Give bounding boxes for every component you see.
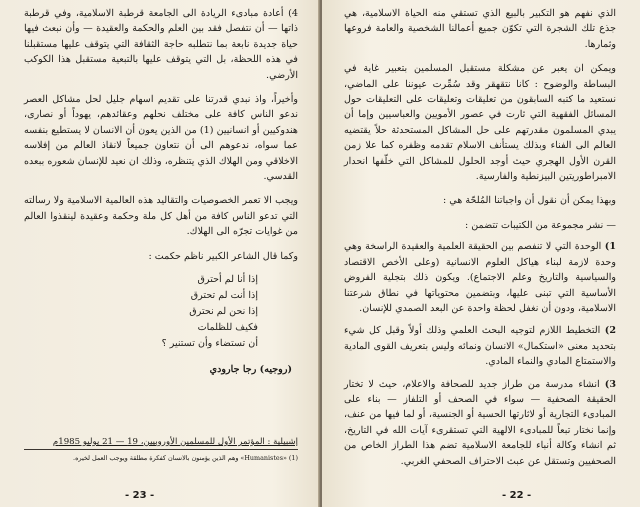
list-item-number: 1) <box>604 241 616 253</box>
poem-line: إذا أنا لم أحترق <box>197 274 258 286</box>
page-number: - 22 - <box>502 490 532 501</box>
list-item-text: التخطيط اللازم لتوجيه البحث العلمي وذلك أولاً وقبل كل شيء بتحديد معنى «استكمال» الانسان ونمائه وليس بتعريف القوى المادية والاستمتاع المادي والنماء المادي. <box>344 325 616 368</box>
list-item-number: 2) <box>604 325 616 337</box>
footnotes <box>24 436 298 463</box>
paragraph: الذي نفهم هو التكبير بالبيع الذي تستقي منه الحياة الاسلامية، هي جذع تلك الشجرة التي تكوّن جميع أعمالنا الشخصية والعامة فروعها وثمارها. <box>344 8 616 50</box>
page-number: - 23 - <box>125 490 155 501</box>
list-item <box>344 239 616 316</box>
paragraph: وأخيراً، واذ نبدي قدرتنا على تقديم اسهام جليل لحل مشاكل العصر ندعو الناس كافة على مختلف نحلهم وعقائدهم، يهوداً أو نصارى، هندوكيين أو انسانيين (1) من الذين يعون أن الانسان لا يستطيع بنفسه عما سواه، ندعوهم الى أن نتعاون جميعاً لانقاذ العالم من إفلاسه الاخلاقي ومن الهلاك الذي يتنظره، وذلك ان نعيد للإنسان شعوره ببعده القدسي. <box>24 94 298 183</box>
list-heading: — نشر مجموعة من الكتيبات تتضمن : <box>464 219 616 231</box>
footnote-divider <box>24 449 298 450</box>
poem-line: فكيف للظلمات <box>197 322 258 334</box>
list-item <box>344 377 616 469</box>
author-signature: (روجيه) رجا جارودي <box>209 364 292 376</box>
right-page <box>322 0 640 507</box>
paragraph: وبهذا يمكن أن نقول أن واجباتنا المُلحّة هي : <box>443 195 616 207</box>
paragraph: ويمكن ان يعبر عن مشكلة مستقبل المسلمين بتعبير غاية في البساطة والوضوح : كانا نتقهقر وقد سُمِّرت عيوننا على الماضي، نستعيد ما كتبه السابقون من تعليقات وتعليقات على التعليقات حول المسائل الفقهية التي ثارت في عصور الأمويين والعباسيين وإما أن يبدي المسلمون مقدرتهم على حل المشاكل المستحدثة حلاً يقتضيه العالم الى الفناء وبذلك يستأنف الاسلام تقدمه وظفره كما علا زمن القرن الأول الهجري حيث أوجد الحلول للمشاكل التي خلّفها انحدار الامبراطوريتين البيزنطية والفارسية. <box>344 63 616 183</box>
list-item <box>344 323 616 369</box>
list-item-text: انشاء مدرسة من طراز جديد للصحافة والاعلام، حيث لا تختار الحقيقة الصحفية — سواء في الصحف أو التلفاز — بناء على المبادىء التجارية أو لاثارتها الحسية أو الجنسية، أو لما فيها من عنف، وإنما نختار تبعاً للمبادىء الالهية التي تستقرىء آيات الله في التاريخ، ثم انشاء وكالة أنباء للجامعة الاسلامية تضم هذا الطراز الخاص من الصحفيين وتستقل عن عبث الاحتراف الصحفي الغربي. <box>344 378 616 467</box>
poem-line: إذا نحن لم نحترق <box>189 306 258 318</box>
left-page-body <box>24 6 298 378</box>
poem-line: أن تستضاء وأن تستنير ؟ <box>161 338 258 350</box>
paragraph: ويجب الا تعمر الخصوصيات والتقاليد هذه العالمية الاسلامية ولا رسالته التي تدعو الناس كافة من أهل كل ملة وحكمة وعقيدة لينقذوا العالم من غوايات تجرّه الى الهلاك. <box>24 195 298 238</box>
poem-line: إذا أنت لم تحترق <box>190 290 258 302</box>
list-item-number: 3) <box>604 378 616 390</box>
footnote-humanistes: (1) «Humanistes» وهم الذين يؤمنون بالانسان كفكرة مطلقة ويوجب العمل لخيره. <box>73 454 298 462</box>
paragraph: 4) أعادة مبادىء الريادة الى الجامعة قرطبة الاسلامية، وفي قرطبة ذاتها — أن نتفصل فقد بين العلم والحكمة والعقيدة — وأن نبعث فيها حياة جديدة نابعة بما نتطلبه حاجة الثقافة التي يتوقف عليها مستقبلنا في هذه اللحظة، بل التي يتوقف عليها بالتبعية مستقبل هذا الكوكب الأرضي. <box>24 8 298 81</box>
poem <box>24 272 258 352</box>
right-page-body <box>344 6 616 476</box>
footnote-source: إشبيلية : المؤتمر الأول للمسلمين الأوروبيين، 19 — 21 يوليو 1985م <box>52 437 298 447</box>
list-item-text: الوحدة التي لا تنفصم بين الحقيقة العلمية والعقيدة الراسخة وهي وحدة لازمة لبناء هياكل العلوم الانسانية (وعلى الأخص الاقتصاد والسياسية والتاريخ وعلم الاجتماع). ويكون ذلك بتجلية الفروض الأساسية التي تبنى عليها، وبتضمين محتوياتها في نطاق شرعتنا الاسلامية، ودون أن نغفل لحظة واحدة عن البعد الصمدي للإنسان. <box>344 241 616 314</box>
poem-intro: وكما قال الشاعر الكبير ناظم حكمت : <box>148 250 298 262</box>
